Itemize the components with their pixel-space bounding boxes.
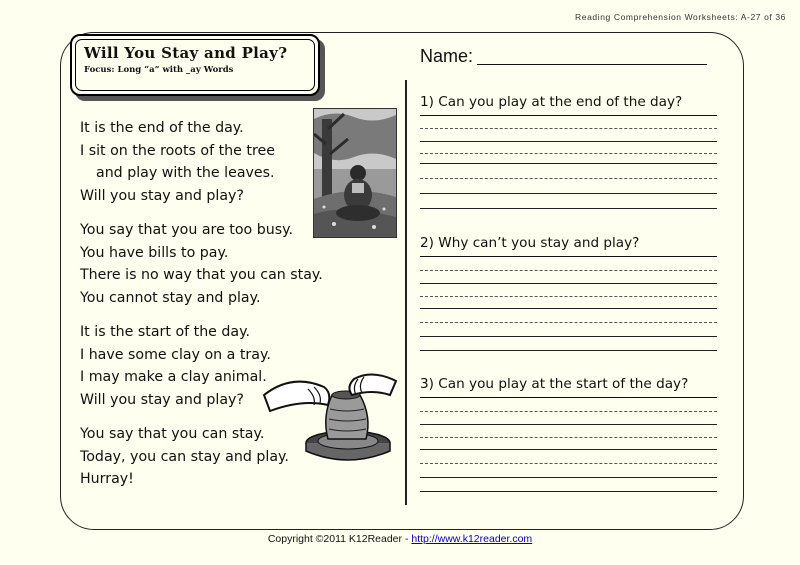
story-line: Today, you can stay and play. xyxy=(80,448,289,465)
story-line: You say that you are too busy. xyxy=(80,222,294,238)
name-input-line[interactable] xyxy=(477,64,707,65)
answer-line[interactable] xyxy=(420,424,717,425)
answer-line[interactable] xyxy=(420,193,717,194)
answer-guide-dashed xyxy=(420,128,717,129)
worksheet-title: Will You Stay and Play? xyxy=(84,44,288,62)
footer xyxy=(0,533,800,545)
answer-guide-dashed xyxy=(420,296,717,297)
copyright-text: Copyright ©2011 K12Reader - xyxy=(267,533,412,545)
answer-line[interactable] xyxy=(420,141,717,142)
story-line: It is the start of the day. xyxy=(80,324,251,340)
answer-guide-dashed xyxy=(420,411,717,412)
question-1-rule xyxy=(420,115,717,116)
website-link[interactable]: http://www.k12reader.com xyxy=(411,533,533,545)
name-label: Name: xyxy=(420,46,474,66)
answer-line[interactable] xyxy=(420,477,717,478)
answer-guide-dashed xyxy=(420,437,717,438)
answer-line[interactable] xyxy=(420,163,717,164)
answer-line[interactable] xyxy=(420,491,717,492)
story-line: I have some clay on a tray. xyxy=(80,346,271,363)
worksheet-focus: Focus: Long “a” with _ay Words xyxy=(84,65,234,75)
question-1: 1) Can you play at the end of the day? xyxy=(420,94,683,110)
answer-line[interactable] xyxy=(420,350,717,351)
story-line: You say that you can stay. xyxy=(80,426,265,442)
column-divider xyxy=(405,80,407,505)
answer-guide-dashed xyxy=(420,463,717,464)
story-line: Hurray! xyxy=(80,471,134,487)
story-line: You cannot stay and play. xyxy=(80,289,261,306)
question-3-rule xyxy=(420,397,717,398)
answer-line[interactable] xyxy=(420,449,717,450)
story-line: I may make a clay animal. xyxy=(80,369,267,385)
answer-guide-dashed xyxy=(420,178,717,179)
pottery-wheel-illustration xyxy=(262,365,398,465)
story-line: There is no way that you can stay. xyxy=(80,267,323,283)
question-2-rule xyxy=(420,256,717,257)
answer-guide-dashed xyxy=(420,322,717,323)
stanza-1 xyxy=(80,117,350,207)
child-under-tree-photo xyxy=(313,108,397,238)
answer-guide-dashed xyxy=(420,153,717,154)
story-line: You have bills to pay. xyxy=(80,244,229,261)
answer-line[interactable] xyxy=(420,208,717,209)
story-line: and play with the leaves. xyxy=(96,165,275,181)
question-3: 3) Can you play at the start of the day? xyxy=(420,376,689,392)
story-line: It is the end of the day. xyxy=(80,120,244,136)
story-line: I sit on the roots of the tree xyxy=(80,142,275,159)
story-line: Will you stay and play? xyxy=(80,187,244,204)
page-number: Reading Comprehension Worksheets: A-27 of 36 xyxy=(575,12,786,22)
title-box xyxy=(70,34,320,96)
story-line: Will you stay and play? xyxy=(80,391,244,408)
answer-line[interactable] xyxy=(420,283,717,284)
answer-guide-dashed xyxy=(420,270,717,271)
question-2: 2) Why can’t you stay and play? xyxy=(420,235,640,251)
stanza-2 xyxy=(80,219,350,309)
answer-line[interactable] xyxy=(420,336,717,337)
answer-line[interactable] xyxy=(420,308,717,309)
